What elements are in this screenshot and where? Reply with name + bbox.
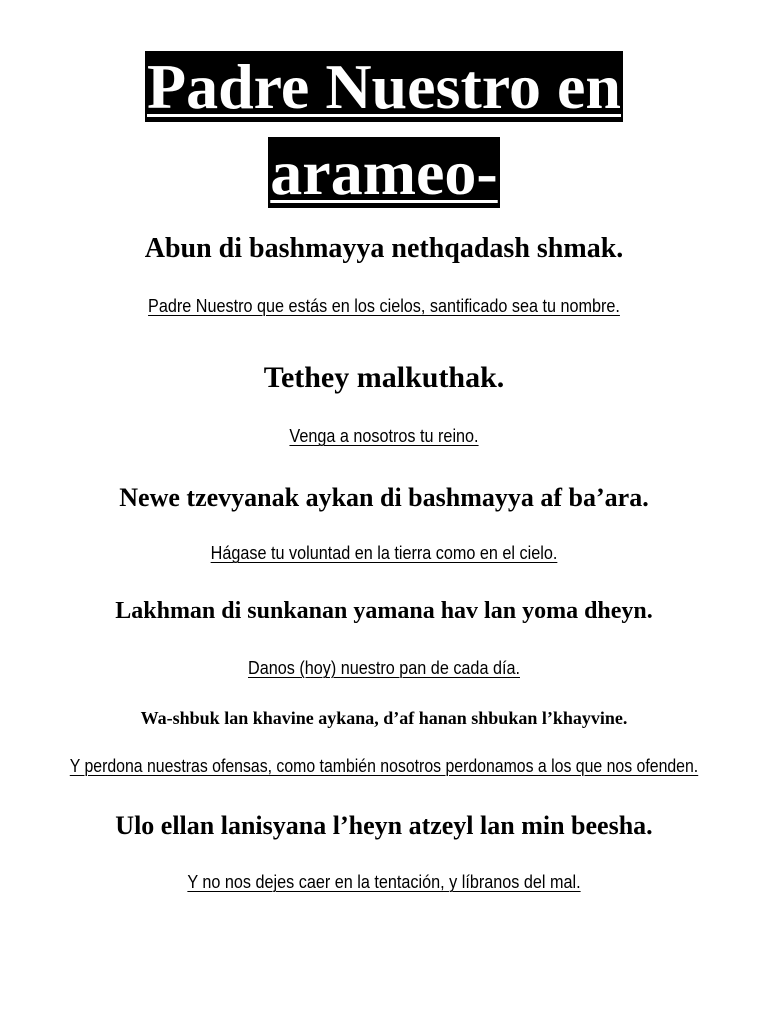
aramaic-verse-5: Wa-shbuk lan khavine aykana, d’af hanan shbukan l’khayvine.: [140, 708, 628, 728]
spanish-translation-2: Venga a nosotros tu reino.: [289, 426, 479, 446]
spanish-translation-4: Danos (hoy) nuestro pan de cada día.: [248, 658, 520, 678]
aramaic-verse-6: Ulo ellan lanisyana l’heyn atzeyl lan min beesha.: [115, 811, 653, 840]
spanish-translation-3: Hágase tu voluntad en la tierra como en el cielo.: [210, 543, 558, 563]
page-title: [0, 44, 768, 216]
title-line-1: Padre Nuestro en: [146, 51, 622, 122]
spanish-translation-1: Padre Nuestro que estás en los cielos, santificado sea tu nombre.: [148, 296, 620, 316]
aramaic-verse-1: Abun di bashmayya nethqadash shmak.: [144, 233, 624, 264]
spanish-translation-5: Y perdona nuestras ofensas, como también nosotros perdonamos a los que nos ofenden.: [69, 756, 699, 776]
aramaic-verse-3: Newe tzevyanak aykan di bashmayya af ba’ara.: [119, 483, 649, 512]
spanish-translation-6: Y no nos dejes caer en la tentación, y líbranos del mal.: [187, 872, 581, 892]
aramaic-verse-2: Tethey malkuthak.: [263, 361, 505, 394]
aramaic-verse-4: Lakhman di sunkanan yamana hav lan yoma dheyn.: [115, 598, 653, 624]
title-line-2: arameo-: [270, 137, 498, 208]
